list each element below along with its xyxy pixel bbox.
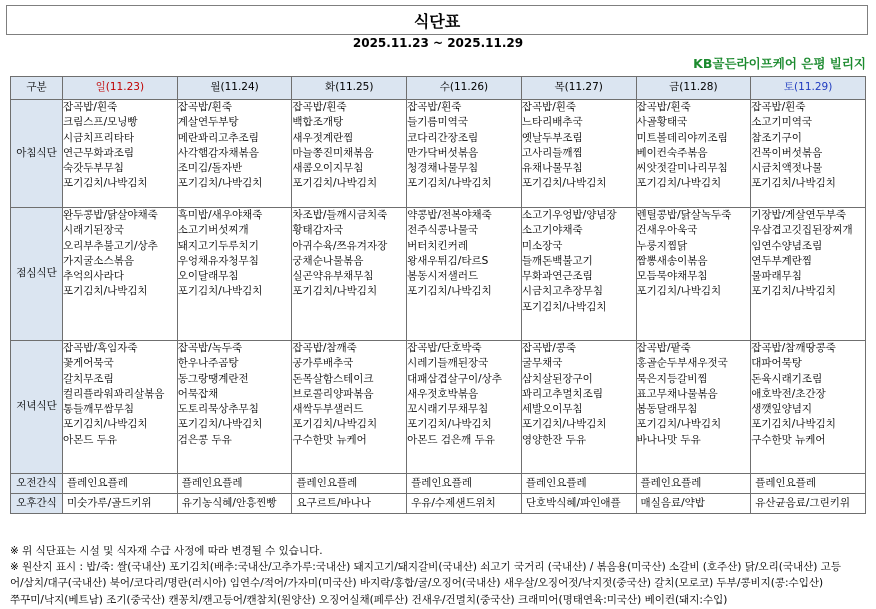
- menu-item: 약콩밥/전복야채죽: [407, 209, 492, 221]
- menu-item: 시금치고추장무침: [521, 285, 603, 298]
- menu-item: 오이달래무침: [177, 270, 239, 283]
- menu-item: 모듬묵야채무침: [636, 270, 708, 283]
- menu-item: 포기김치/나박김치: [636, 285, 722, 298]
- menu-item: 황태감자국: [292, 224, 344, 237]
- note-line: 어/삼치/대구(국내산) 북어/코다리/명란(러시아) 임연수/적어/가자미(미국산) 바지락/홍합/굴/오징어(국내산) 새우살/오징어젓/낙지젓(중국산) 갈치(모로코) 두부/콩비지(콩:수입산): [10, 577, 824, 590]
- menu-item: 들깨돈백불고기: [521, 254, 593, 267]
- menu-item: 잡곡밥/참깨땅콩죽: [751, 342, 836, 354]
- snack-cell: 플레인요플레: [292, 474, 407, 494]
- menu-item: 잡곡밥/흰죽: [292, 101, 347, 113]
- menu-item: 어묵잡채: [177, 387, 219, 400]
- row-label: 오후간식: [11, 494, 63, 514]
- menu-item: 굴무채국: [521, 357, 563, 370]
- menu-item: 계살연두부탕: [177, 116, 239, 129]
- menu-item: 대파어묵탕: [751, 357, 802, 370]
- menu-item: 크림스프/모닝빵: [63, 116, 138, 129]
- menu-item: 기장밥/게살연두부죽: [751, 209, 847, 221]
- menu-item: 돈목살함스테이크: [292, 372, 374, 385]
- menu-item: 물파래무침: [751, 270, 802, 283]
- menu-item: 잡곡밥/흰죽: [63, 101, 118, 113]
- page-title-box: [6, 5, 868, 35]
- menu-item: 잡곡밥/참깨죽: [292, 342, 357, 354]
- notes: [10, 543, 870, 608]
- menu-item: 시금치프리타타: [63, 131, 135, 144]
- menu-item: 시레기들깨된장국: [407, 357, 489, 370]
- menu-item: 백합조개탕: [292, 116, 344, 129]
- menu-item: 시래기된장국: [63, 224, 124, 237]
- menu-item: 포기김치/나박김치: [636, 177, 722, 190]
- brand-name: KB골든라이프케어 은평 빌리지: [693, 56, 866, 71]
- menu-item: 짬뽕새송이볶음: [636, 254, 708, 267]
- menu-item: 포기김치/나박김치: [407, 418, 492, 431]
- menu-item: 포기김치/나박김치: [407, 177, 492, 190]
- menu-item: 추억의사라다: [63, 270, 124, 283]
- menu-item: 임연수양념조림: [751, 239, 823, 252]
- menu-item: 포기김치/나박김치: [521, 300, 607, 313]
- menu-item: 잡곡밥/흰죽: [521, 101, 577, 113]
- menu-cell: [636, 208, 751, 341]
- snack-cell: 플레인요플레: [636, 474, 751, 494]
- menu-item: 포기김치/나박김치: [521, 418, 607, 431]
- snack-row-morning: [11, 474, 866, 494]
- note-line: 쭈꾸미/낙지(베트남) 조기(중국산) 캔꽁치/캔고등어/캔참치(원양산) 오징어실채(페루산) 건새우/건멸치(중국산) 크래미어(명태연육:미국산) 베이컨(돼지:수입): [10, 593, 728, 606]
- header-day-fri: 금(11.28): [636, 77, 751, 100]
- menu-item: 잡곡밥/콩죽: [521, 342, 577, 354]
- header-label: 구분: [11, 77, 63, 100]
- menu-item: 흑미밥/새우야채죽: [177, 209, 263, 221]
- menu-cell: [751, 341, 866, 474]
- snack-cell: 매실음료/약밥: [636, 494, 751, 514]
- menu-item: 전주식콩나물국: [407, 224, 479, 237]
- menu-item: 포기김치/나박김치: [63, 418, 148, 431]
- menu-item: 대패삼겹살구이/상추: [407, 372, 502, 385]
- menu-cell: [63, 100, 178, 208]
- snack-cell: 유산균음료/그린키위: [751, 494, 866, 514]
- menu-cell: [407, 208, 522, 341]
- menu-cell: [407, 100, 522, 208]
- menu-cell: [292, 341, 407, 474]
- menu-item: 소고기미역국: [751, 116, 813, 129]
- menu-item: 포기김치/나박김치: [751, 177, 836, 190]
- menu-item: 참조기구이: [751, 131, 802, 144]
- snack-cell: 플레인요플레: [521, 474, 636, 494]
- menu-item: 사골황태국: [636, 116, 688, 129]
- menu-item: 연근무화과조림: [63, 146, 135, 159]
- menu-cell: [63, 208, 178, 341]
- menu-item: 잡곡밥/흰죽: [636, 101, 691, 113]
- menu-cell: [751, 208, 866, 341]
- menu-item: 포기김치/나박김치: [751, 285, 836, 298]
- menu-item: 포기김치/나박김치: [521, 177, 607, 190]
- menu-item: 구수한맛 뉴케어: [751, 433, 826, 446]
- menu-item: 돈육시래기조림: [751, 372, 823, 385]
- menu-item: 가지굴소스볶음: [63, 254, 135, 267]
- menu-item: 잡곡밥/흑임자죽: [63, 342, 138, 354]
- menu-item: 완두콩밥/닭살야채죽: [63, 209, 158, 221]
- menu-item: 아귀수육/쯔유겨자장: [292, 239, 388, 252]
- menu-item: 궁채순나물볶음: [292, 254, 364, 267]
- menu-item: 누룽지찜닭: [636, 239, 688, 252]
- menu-cell: [636, 341, 751, 474]
- menu-cell: [521, 100, 636, 208]
- menu-item: 봄동시저샐러드: [407, 270, 479, 283]
- menu-item: 잡곡밥/팥죽: [636, 342, 691, 354]
- meal-row-lunch: [11, 208, 866, 341]
- date-range: 2025.11.23 ~ 2025.11.29: [352, 36, 524, 50]
- menu-item: 포기김치/나박김치: [177, 285, 263, 298]
- menu-item: 새싹두부샐러드: [292, 403, 364, 416]
- menu-item: 포기김치/나박김치: [292, 418, 378, 431]
- menu-item: 삼치살된장구이: [521, 372, 593, 385]
- menu-item: 미소장국: [521, 239, 563, 252]
- menu-item: 건목이버섯볶음: [751, 146, 823, 159]
- snack-cell: 미숫가루/골드키위: [63, 494, 178, 514]
- snack-cell: 단호박식혜/파인애플: [521, 494, 636, 514]
- menu-item: 오리부추불고기/상추: [63, 239, 158, 252]
- header-day-sun: 일(11.23): [63, 77, 178, 100]
- row-label: 저녁식단: [11, 341, 63, 474]
- snack-cell: 우유/수제샌드위치: [407, 494, 522, 514]
- menu-cell: [636, 100, 751, 208]
- header-day-tue: 화(11.25): [292, 77, 407, 100]
- menu-item: 소고기야채죽: [521, 224, 583, 237]
- menu-item: 꼬시래기무채무침: [407, 403, 489, 416]
- row-label: 점심식단: [11, 208, 63, 341]
- menu-item: 조미김/돌자반: [177, 162, 243, 175]
- menu-item: 사각햄감자채볶음: [177, 146, 259, 159]
- menu-item: 포기김치/나박김치: [177, 177, 263, 190]
- menu-item: 봄동달래무침: [636, 403, 698, 416]
- menu-item: 브로콜리양파볶음: [292, 387, 374, 400]
- menu-item: 소고기우엉밥/양념장: [521, 209, 617, 221]
- menu-item: 코다리간장조림: [407, 131, 479, 144]
- menu-item: 애호박전/초간장: [751, 387, 826, 400]
- menu-item: 포기김치/나박김치: [177, 418, 263, 431]
- menu-item: 잡곡밥/흰죽: [177, 101, 232, 113]
- menu-item: 메란꽈리고추조림: [177, 131, 259, 144]
- menu-item: 구수한맛 뉴케어: [292, 433, 367, 446]
- menu-cell: [751, 100, 866, 208]
- menu-cell: [63, 341, 178, 474]
- menu-item: 돼지고기두루치기: [177, 239, 259, 252]
- menu-cell: [521, 208, 636, 341]
- menu-item: 표고무채나물볶음: [636, 387, 718, 400]
- menu-item: 아몬드 두유: [63, 433, 118, 446]
- menu-item: 공가루배추국: [292, 357, 354, 370]
- row-label: 아침식단: [11, 100, 63, 208]
- menu-item: 홍골순두부새우젓국: [636, 357, 728, 370]
- menu-item: 건새우아욱국: [636, 224, 698, 237]
- menu-item: 렌틸콩밥/닭살녹두죽: [636, 209, 732, 221]
- menu-item: 잡곡밥/녹두죽: [177, 342, 243, 354]
- header-day-mon: 월(11.24): [177, 77, 292, 100]
- menu-item: 갈치무조림: [63, 372, 114, 385]
- menu-item: 묵은지등갈비찜: [636, 372, 708, 385]
- menu-item: 우삼겹고깃집된장찌개: [751, 224, 853, 237]
- note-line: ※ 위 식단표는 시설 및 식자재 수급 사정에 따라 변경될 수 있습니다.: [10, 545, 323, 557]
- menu-cell: [177, 341, 292, 474]
- menu-cell: [521, 341, 636, 474]
- menu-item: 포기김치/나박김치: [63, 285, 148, 298]
- menu-item: 마늘쫑진미채볶음: [292, 146, 374, 159]
- menu-item: 포기김치/나박김치: [63, 177, 148, 190]
- menu-item: 차조밥/들깨시금치죽: [292, 209, 388, 221]
- snack-cell: 플레인요플레: [177, 474, 292, 494]
- menu-item: 도토리묵상추무침: [177, 403, 259, 416]
- page-title: 식단표: [413, 11, 461, 31]
- header-day-wed: 수(11.26): [407, 77, 522, 100]
- menu-item: 들기름미역국: [407, 116, 468, 129]
- menu-item: 연두부계란찜: [751, 254, 813, 267]
- menu-item: 포기김치/나박김치: [292, 285, 378, 298]
- menu-item: 씨앗젓갈미나리무침: [636, 162, 728, 175]
- menu-item: 버터치킨커레: [407, 239, 468, 252]
- menu-item: 영양한잔 두유: [521, 433, 587, 446]
- menu-item: 새콤오이지무침: [292, 162, 364, 175]
- menu-item: 옛날두부조림: [521, 131, 583, 144]
- menu-item: 세발오이무침: [521, 403, 583, 416]
- menu-item: 포기김치/나박김치: [751, 418, 836, 431]
- menu-item: 유채나물무침: [521, 162, 583, 175]
- menu-item: 바나나맛 두유: [636, 433, 701, 446]
- menu-item: 잡곡밥/흰죽: [407, 101, 462, 113]
- menu-item: 실곤약유부채무침: [292, 270, 374, 283]
- menu-item: 꽃게어묵국: [63, 357, 114, 370]
- menu-item: 왕새우튀김/타르S: [407, 254, 489, 267]
- menu-cell: [292, 208, 407, 341]
- row-label: 오전간식: [11, 474, 63, 494]
- menu-item: 아몬드 검은깨 두유: [407, 433, 495, 446]
- menu-item: 꽈리고추멸치조림: [521, 387, 603, 400]
- menu-item: 우엉채유자청무침: [177, 254, 259, 267]
- menu-item: 검은콩 두유: [177, 433, 232, 446]
- menu-item: 숙갓두부무침: [63, 162, 124, 175]
- snack-cell: 플레인요플레: [751, 474, 866, 494]
- menu-item: 느타리배추국: [521, 116, 583, 129]
- menu-item: 만가닥버섯볶음: [407, 146, 479, 159]
- menu-cell: [292, 100, 407, 208]
- snack-cell: 요구르트/바나나: [292, 494, 407, 514]
- snack-cell: 플레인요플레: [407, 474, 522, 494]
- menu-cell: [177, 208, 292, 341]
- menu-item: 베이컨숙주볶음: [636, 146, 708, 159]
- meal-row-breakfast: [11, 100, 866, 208]
- menu-item: 새우젓계란찜: [292, 131, 354, 144]
- header-day-sat: 토(11.29): [751, 77, 866, 100]
- menu-cell: [177, 100, 292, 208]
- menu-item: 한우나주곰탕: [177, 357, 239, 370]
- note-line: ※ 원산지 표시 : 밥/죽: 쌀(국내산) 포기김치(배추:국내산/고추가루:국내산) 돼지고기/돼지갈비(국내산) 쇠고기 국거리 (국내산) / 볶음용(미국산) 소갈비 (호주산) 닭/오리(국내산) 고등: [10, 561, 841, 574]
- menu-item: 새우젓호박볶음: [407, 387, 479, 400]
- menu-item: 포기김치/나박김치: [636, 418, 722, 431]
- menu-table: [10, 76, 866, 514]
- menu-item: 미트볼데리야끼조림: [636, 131, 728, 144]
- snack-cell: 플레인요플레: [63, 474, 178, 494]
- menu-item: 동그랑땡계란전: [177, 372, 249, 385]
- menu-item: 고사리들깨찜: [521, 146, 583, 159]
- menu-item: 시금치액젓나물: [751, 162, 823, 175]
- menu-cell: [407, 341, 522, 474]
- header-day-thu: 목(11.27): [521, 77, 636, 100]
- header-row: [11, 77, 866, 100]
- menu-item: 포기김치/나박김치: [292, 177, 378, 190]
- menu-item: 통들깨무쌈무침: [63, 403, 135, 416]
- menu-item: 소고기버섯찌개: [177, 224, 249, 237]
- snack-row-afternoon: [11, 494, 866, 514]
- menu-item: 잡곡밥/단호박죽: [407, 342, 482, 354]
- menu-item: 컬리플라워꽈리살볶음: [63, 387, 165, 400]
- menu-item: 생깻잎양념지: [751, 403, 813, 416]
- snack-cell: 유기농식혜/안흥찐빵: [177, 494, 292, 514]
- menu-item: 청경채나물무침: [407, 162, 479, 175]
- menu-item: 잡곡밥/흰죽: [751, 101, 806, 113]
- menu-item: 포기김치/나박김치: [407, 285, 492, 298]
- meal-row-dinner: [11, 341, 866, 474]
- menu-item: 무화과연근조림: [521, 270, 593, 283]
